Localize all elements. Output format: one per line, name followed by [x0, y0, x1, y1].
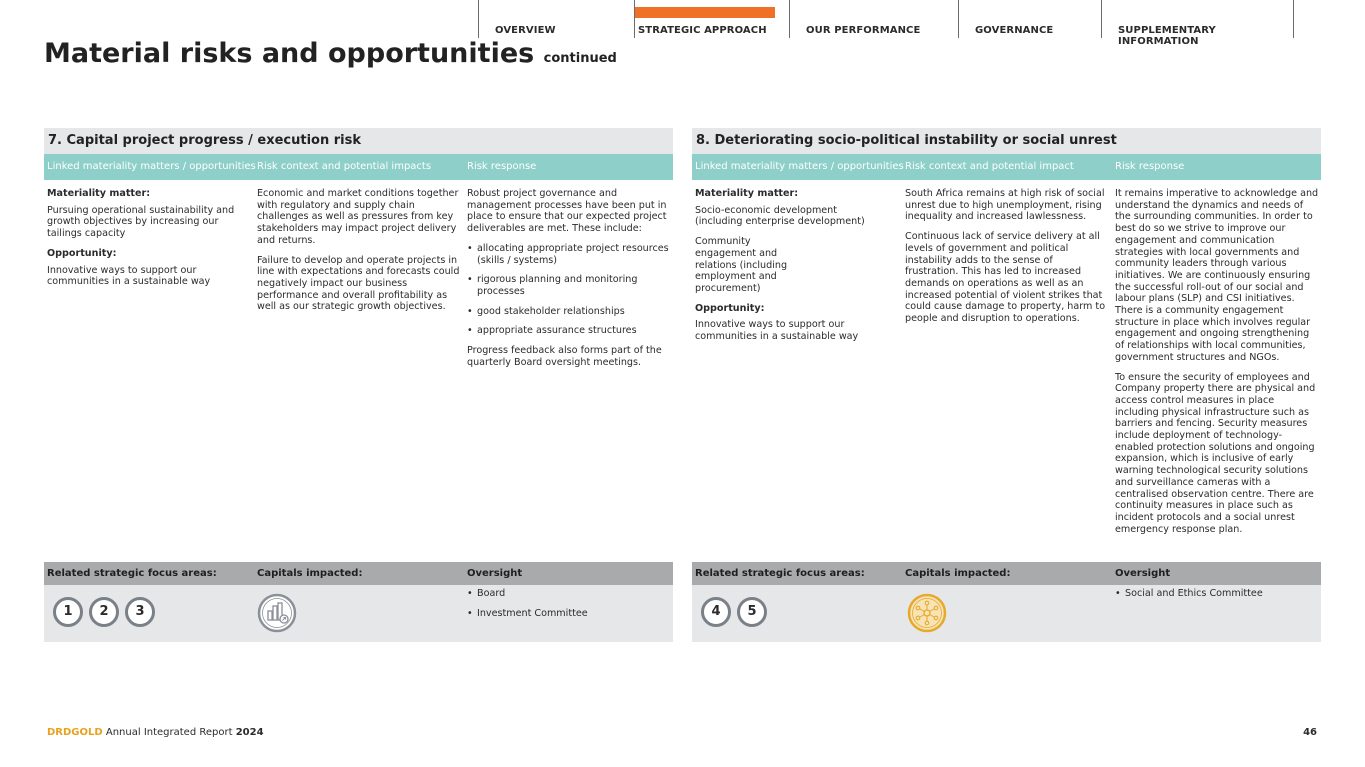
risk-context-paragraph: Failure to develop and operate projects in line with expectations and forecasts could negatively impact our business performance and overall profitability as well as our strategic growth objectives. — [257, 254, 460, 313]
column-header-row — [692, 154, 1321, 180]
risk-context-paragraph: Economic and market conditions together with regulatory and supply chain challenges as well as pressures from key stakeholders may impact project delivery and returns. — [257, 188, 459, 246]
risk-response-outro: Progress feedback also forms part of the quarterly Board oversight meetings. — [467, 345, 662, 368]
oversight-list — [467, 588, 588, 627]
footer-header-focus-areas: Related strategic focus areas: — [47, 568, 217, 579]
footer-header-oversight: Oversight — [467, 568, 523, 579]
risk-context-paragraph: South Africa remains at high risk of social unrest due to high unemployment, rising inequality and increased lawlessness. — [905, 188, 1105, 223]
opportunity-label: Opportunity: — [47, 247, 117, 259]
risk-response-column — [1115, 188, 1319, 543]
social-capital-icon — [907, 593, 947, 633]
focus-area-badge: 2 — [89, 597, 119, 627]
footer-body — [692, 585, 1321, 642]
risk-response-column — [467, 188, 671, 376]
materiality-text: Community engagement and relations (including employment and procurement) — [695, 236, 788, 294]
page-number: 46 — [1303, 727, 1317, 738]
opportunity-label: Opportunity: — [695, 302, 765, 314]
column-header-risk-context: Risk context and potential impacts — [257, 161, 432, 172]
risk-panel-body — [44, 180, 673, 562]
panel-footer — [692, 562, 1321, 642]
risk-response-list — [467, 243, 671, 337]
list-item: • Board — [467, 588, 588, 600]
risk-panel-title: 8. Deteriorating socio-political instability or social unrest — [692, 128, 1321, 154]
risk-context-column — [905, 188, 1109, 333]
nav-governance[interactable]: GOVERNANCE — [958, 0, 1101, 38]
nav-our-performance[interactable]: OUR PERFORMANCE — [789, 0, 958, 38]
footer-header-capitals: Capitals impacted: — [905, 568, 1011, 579]
report-footer — [47, 727, 264, 738]
footer-body — [44, 585, 673, 642]
materiality-column — [47, 188, 243, 296]
focus-area-badge: 1 — [53, 597, 83, 627]
panel-footer — [44, 562, 673, 642]
page-title-text: Material risks and opportunities — [44, 38, 535, 69]
list-item: • appropriate assurance structures — [467, 325, 671, 337]
list-item: • rigorous planning and monitoring processes — [467, 274, 671, 297]
column-header-risk-response: Risk response — [467, 161, 537, 172]
focus-area-badge: 4 — [701, 597, 731, 627]
materiality-column — [695, 188, 891, 351]
brand-name: DRDGOLD — [47, 727, 103, 738]
manufactured-capital-icon — [257, 593, 297, 633]
risk-panel-title: 7. Capital project progress / execution risk — [44, 128, 673, 154]
risk-panel-capital-project — [44, 128, 673, 642]
top-navigation — [478, 0, 1294, 47]
page-title — [44, 38, 617, 69]
opportunity-text: Innovative ways to support our communities in a sustainable way — [47, 264, 211, 288]
risk-panel-body — [692, 180, 1321, 562]
column-header-risk-context: Risk context and potential impact — [905, 161, 1074, 172]
column-header-materiality: Linked materiality matters / opportunities — [695, 161, 904, 172]
risk-response-intro: Robust project governance and management processes have been put in place to ensure that our expected project deliverables are met. These include: — [467, 188, 667, 235]
risk-context-paragraph: Continuous lack of service delivery at all levels of government and political instability adds to the sense of frustration. This has led to increased demands on operations as well as an increased potential of violent strikes that could cause damage to property, harm to people and disruption to operations. — [905, 231, 1106, 325]
list-item: • Investment Committee — [467, 608, 588, 620]
materiality-text: Socio-economic development (including enterprise development) — [695, 204, 865, 228]
footer-header-row — [692, 562, 1321, 585]
footer-header-capitals: Capitals impacted: — [257, 568, 363, 579]
report-year: 2024 — [235, 727, 264, 738]
risk-panel-social-unrest — [692, 128, 1321, 642]
focus-area-badge: 3 — [125, 597, 155, 627]
footer-header-oversight: Oversight — [1115, 568, 1171, 579]
report-name: Annual Integrated Report — [105, 727, 233, 738]
materiality-text: Pursuing operational sustainability and growth objectives by increasing our tailings capacity — [47, 204, 235, 240]
materiality-label: Materiality matter: — [47, 188, 151, 199]
risk-context-column — [257, 188, 461, 321]
focus-area-badge: 5 — [737, 597, 767, 627]
opportunity-text: Innovative ways to support our communities in a sustainable way — [695, 319, 859, 343]
column-header-risk-response: Risk response — [1115, 161, 1185, 172]
list-item: • allocating appropriate project resources (skills / systems) — [467, 243, 671, 266]
oversight-list — [1115, 588, 1263, 608]
footer-header-row — [44, 562, 673, 585]
list-item: • Social and Ethics Committee — [1115, 588, 1263, 600]
list-item: • good stakeholder relationships — [467, 306, 671, 318]
risk-response-paragraph: To ensure the security of employees and Company property there are physical and access control measures in place including physical infrastructure such as barriers and fencing. Security measures include deployment of technology-enabled protection solutions and ongoing expansion, which is inclusive of early warning technological security solutions and surveillance cameras with a centralised observation centre. There are continuity measures in place such as incident protocols and a social unrest emergency response plan. — [1115, 371, 1316, 535]
page-title-suffix: continued — [543, 51, 617, 66]
nav-overview[interactable]: OVERVIEW — [478, 0, 634, 38]
materiality-label: Materiality matter: — [695, 188, 799, 199]
nav-supplementary-information[interactable]: SUPPLEMENTARY INFORMATION — [1101, 0, 1294, 38]
footer-header-focus-areas: Related strategic focus areas: — [695, 568, 865, 579]
nav-strategic-approach[interactable]: STRATEGIC APPROACH — [634, 0, 789, 38]
column-header-row — [44, 154, 673, 180]
risk-response-paragraph: It remains imperative to acknowledge and understand the dynamics and needs of the surrounding communities. In order to best do so we strive to improve our engagement and communication strategies with local governments and community leaders through various initiatives. We are continuously ensuring the successful roll-out of our social and labour plans (SLP) and CSI initiatives. There is a community engagement structure in place which involves regular engagement and ongoing strengthening of relationships with local communities, government structures and NGOs. — [1115, 188, 1319, 363]
column-header-materiality: Linked materiality matters / opportunities — [47, 161, 256, 172]
